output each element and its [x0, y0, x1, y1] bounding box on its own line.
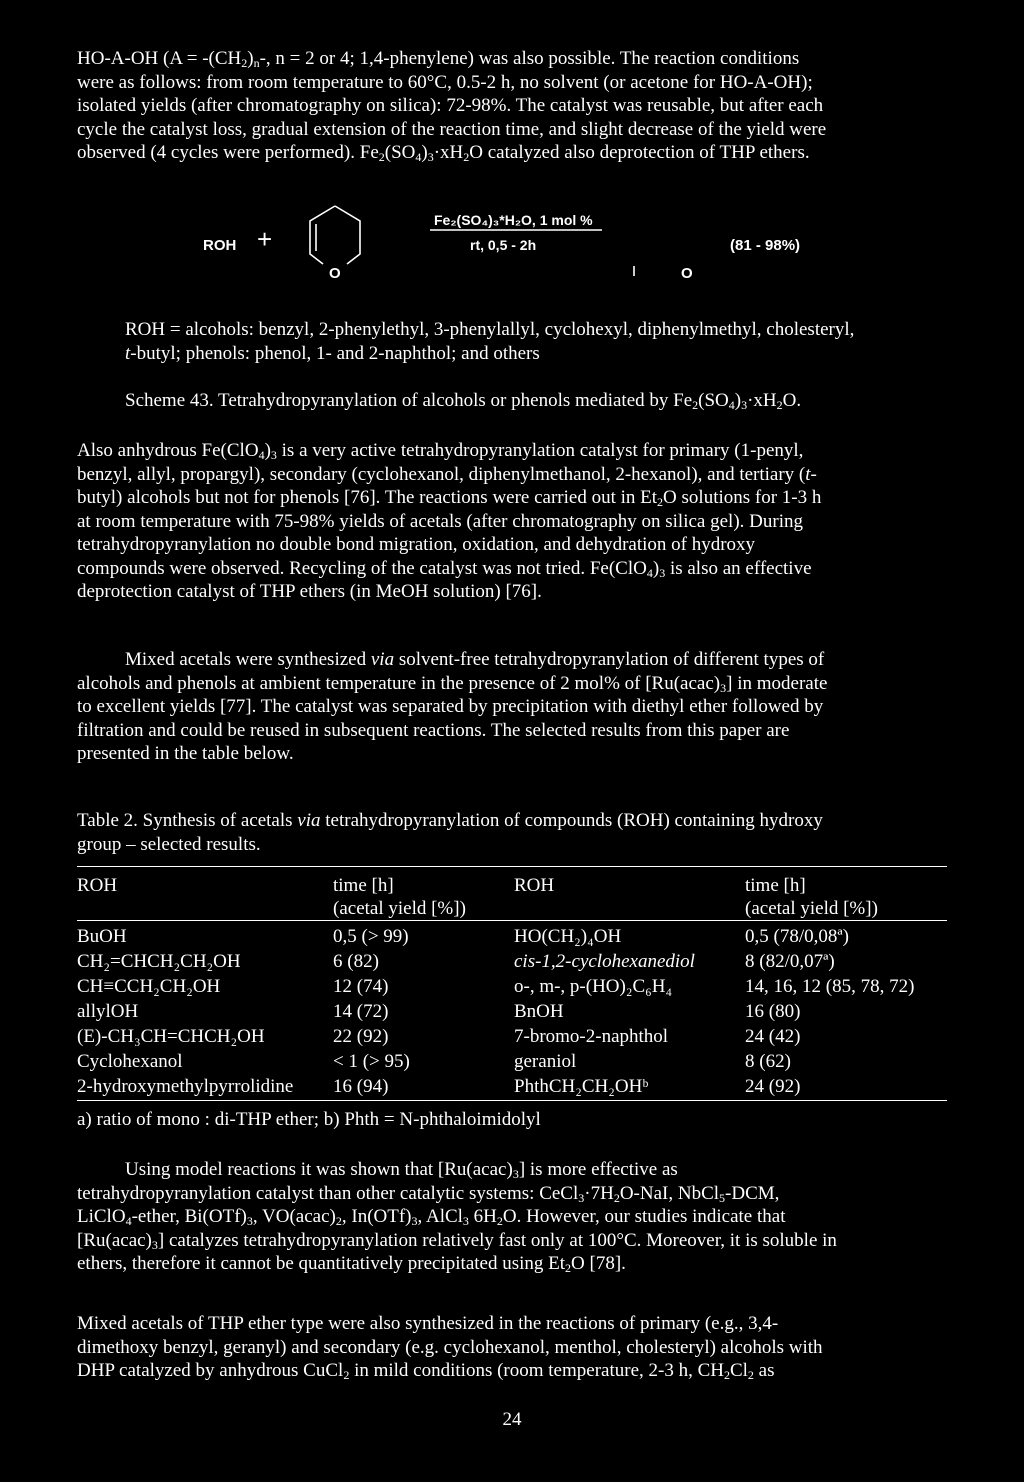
paragraph-2	[77, 439, 957, 604]
scheme-caption	[125, 389, 1005, 413]
cell-roh: geraniol	[514, 1051, 577, 1072]
cell-roh: cis-1,2-cyclohexanediol	[514, 951, 695, 972]
text-line: compounds were observed. Recycling of the catalyst was not tried. $Fe(ClO_4)_3$ is also an effective	[77, 557, 812, 580]
table-footnote	[77, 1108, 957, 1132]
text-line: HO-A-OH ($A = -(CH_2)_n-$, n = 2 or 4; 1,4-phenylene) was also possible. The reaction conditions	[77, 48, 800, 70]
reaction-conditions-top: Fe₂(SO₄)₃*H₂O, 1 mol %	[434, 212, 593, 228]
cell-roh: CH₂=CHCH₂CH₂OH	[77, 951, 241, 972]
text-line: at room temperature with 75-98% yields of acetals (after chromatography on silica gel). During	[77, 510, 803, 532]
header-roh-2: ROH	[514, 875, 555, 896]
cell-time: 6 (82)	[333, 951, 379, 972]
cell-roh: HO(CH₂)₄OH	[514, 926, 622, 947]
cell-time: 12 (74)	[333, 976, 389, 997]
scheme-roh: ROH	[203, 237, 237, 254]
cell-roh: o-, m-, p-(HO)₂C₆H₄	[514, 976, 673, 997]
paragraph-1	[77, 47, 957, 165]
text-line: benzyl, allyl, propargyl), secondary (cyclohexanol, diphenylmethanol, 2-hexanol), and tertiary (t-	[77, 463, 817, 485]
cell-time: 22 (92)	[333, 1026, 389, 1047]
table-title	[77, 809, 957, 856]
cell-roh: allylOH	[77, 1001, 139, 1022]
header-roh-1: ROH	[77, 875, 118, 896]
text-line: isolated yields (after chromatography on silica): 72-98%. The catalyst was reusable, but after each	[77, 95, 824, 116]
header-yield-1: (acetal yield [%])	[333, 898, 466, 919]
text-line: butyl) alcohols but not for phenols [76]. The reactions were carried out in $Et_2O$ solutions for 1-3 h	[77, 487, 822, 509]
text-line: $[Ru(acac)_3]$ catalyzes tetrahydropyranylation relatively fast only at 100°C. Moreover, it is soluble in	[77, 1229, 837, 1252]
cell-time: 0,5 (78/0,08ª)	[745, 926, 849, 947]
text-line: Mixed acetals of THP ether type were also synthesized in the reactions of primary (e.g., 3,4-	[77, 1313, 779, 1334]
cell-time: 14, 16, 12 (85, 78, 72)	[745, 976, 915, 997]
text-line: tetrahydropyranylation catalyst than other catalytic systems: $CeCl_3\cdot 7H_2O$-NaI, NbCl$_5$-DCM,	[77, 1182, 780, 1205]
table-top-rule	[77, 866, 947, 867]
page-number: 24	[502, 1409, 522, 1430]
cell-roh: Cyclohexanol	[77, 1051, 183, 1072]
cell-time: 14 (72)	[333, 1001, 389, 1022]
text-line: dimethoxy benzyl, geranyl) and secondary (e.g. cyclohexanol, menthol, cholesteryl) alcohols with	[77, 1336, 823, 1358]
text-line: group – selected results.	[77, 833, 261, 855]
text-line: observed (4 cycles were performed). $Fe_2(SO_4)_3\cdot xH_2O$ catalyzed also deprotection of THP ethers.	[77, 142, 810, 164]
text-line: were as follows: from room temperature to 60°C, 0.5-2 h, no solvent (or acetone for HO-A-OH);	[77, 71, 813, 93]
cell-roh: 7-bromo-2-naphthol	[514, 1026, 669, 1047]
product-bond-mark	[631, 264, 637, 278]
roh-definition	[77, 318, 957, 365]
text-line: a) ratio of mono : di-THP ether; b) Phth = N-phthaloimidolyl	[77, 1109, 541, 1130]
cell-roh: 2-hydroxymethylpyrrolidine	[77, 1076, 294, 1097]
cell-roh: CH≡CCH₂CH₂OH	[77, 976, 221, 997]
table-header-rule	[77, 920, 947, 921]
text-line: ethers, therefore it cannot be quantitatively precipitated using $Et_2O$ [78].	[77, 1253, 626, 1275]
cell-time: 16 (80)	[745, 1001, 801, 1022]
ring-oxygen-label: O	[329, 265, 341, 282]
cell-roh: (E)-CH₃CH=CHCH₂OH	[77, 1026, 265, 1047]
cell-roh: BuOH	[77, 926, 127, 947]
text-line: Table 2. Synthesis of acetals via tetrahydropyranylation of compounds (ROH) containing hydroxy	[77, 810, 823, 831]
cell-time: 8 (82/0,07ª)	[745, 951, 835, 972]
reaction-conditions-bottom: rt, 0,5 - 2h	[470, 237, 537, 253]
header-time-1: time [h]	[333, 875, 394, 896]
text-line: tetrahydropyranylation no double bond migration, oxidation, and dehydration of hydroxy	[77, 534, 756, 555]
cell-roh: BnOH	[514, 1001, 564, 1022]
text-line: t-butyl; phenols: phenol, 1- and 2-naphthol; and others	[125, 342, 540, 364]
text-line: cycle the catalyst loss, gradual extension of the reaction time, and slight decrease of the yield were	[77, 118, 827, 140]
paragraph-3	[77, 648, 957, 766]
cell-time: < 1 (> 95)	[333, 1051, 410, 1072]
reaction-yield: (81 - 98%)	[730, 237, 801, 254]
text-line: deprotection catalyst of THP ethers (in MeOH solution) [76].	[77, 581, 542, 602]
text-line: alcohols and phenols at ambient temperature in the presence of 2 mol% of $[Ru(acac)_3]$ in moderate	[77, 672, 828, 695]
text-line: Scheme 43. Tetrahydropyranylation of alcohols or phenols mediated by $Fe_2(SO_4)_3\cdot xH_2O$.	[125, 390, 802, 412]
product-oxygen-label: O	[681, 265, 693, 282]
text-line: Using model reactions it was shown that $[Ru(acac)_3]$ is more effective as	[125, 1159, 678, 1181]
text-line: Mixed acetals were synthesized via solvent-free tetrahydropyranylation of different types of	[125, 649, 825, 670]
table-bottom-rule	[77, 1100, 947, 1101]
cell-time: 16 (94)	[333, 1076, 389, 1097]
reaction-arrow	[430, 228, 605, 232]
text-line: ROH = alcohols: benzyl, 2-phenylethyl, 3-phenylallyl, cyclohexyl, diphenylmethyl, cholesteryl,	[125, 319, 855, 340]
paragraph-4	[77, 1158, 957, 1276]
cell-time: 24 (92)	[745, 1076, 801, 1097]
text-line: filtration and could be reused in subsequent reactions. The selected results from this paper are	[77, 719, 790, 741]
header-yield-2: (acetal yield [%])	[745, 898, 878, 919]
cell-time: 0,5 (> 99)	[333, 926, 409, 947]
scheme-plus: +	[257, 224, 273, 254]
text-line: Also anhydrous $Fe(ClO_4)_3$ is a very active tetrahydropyranylation catalyst for primary (1-penyl,	[77, 440, 804, 462]
text-line: DHP catalyzed by anhydrous CuCl$_2$ in mild conditions (room temperature, 2-3 h, $CH_2Cl_2$ as	[77, 1360, 775, 1382]
cell-roh: PhthCH₂CH₂OHᵇ	[514, 1076, 649, 1097]
reaction-scheme	[77, 204, 957, 294]
cell-time: 24 (42)	[745, 1026, 801, 1047]
text-line: to excellent yields [77]. The catalyst was separated by precipitation with diethyl ether followed by	[77, 696, 824, 717]
text-line: presented in the table below.	[77, 743, 294, 764]
paragraph-5	[77, 1312, 957, 1383]
cell-time: 8 (62)	[745, 1051, 791, 1072]
header-time-2: time [h]	[745, 875, 806, 896]
text-line: LiClO$_4$-ether, $Bi(OTf)_3$, $VO(acac)_2$, $In(OTf)_3$, AlCl$_3$ $6H_2O$. However, our studies indicate that	[77, 1206, 786, 1228]
